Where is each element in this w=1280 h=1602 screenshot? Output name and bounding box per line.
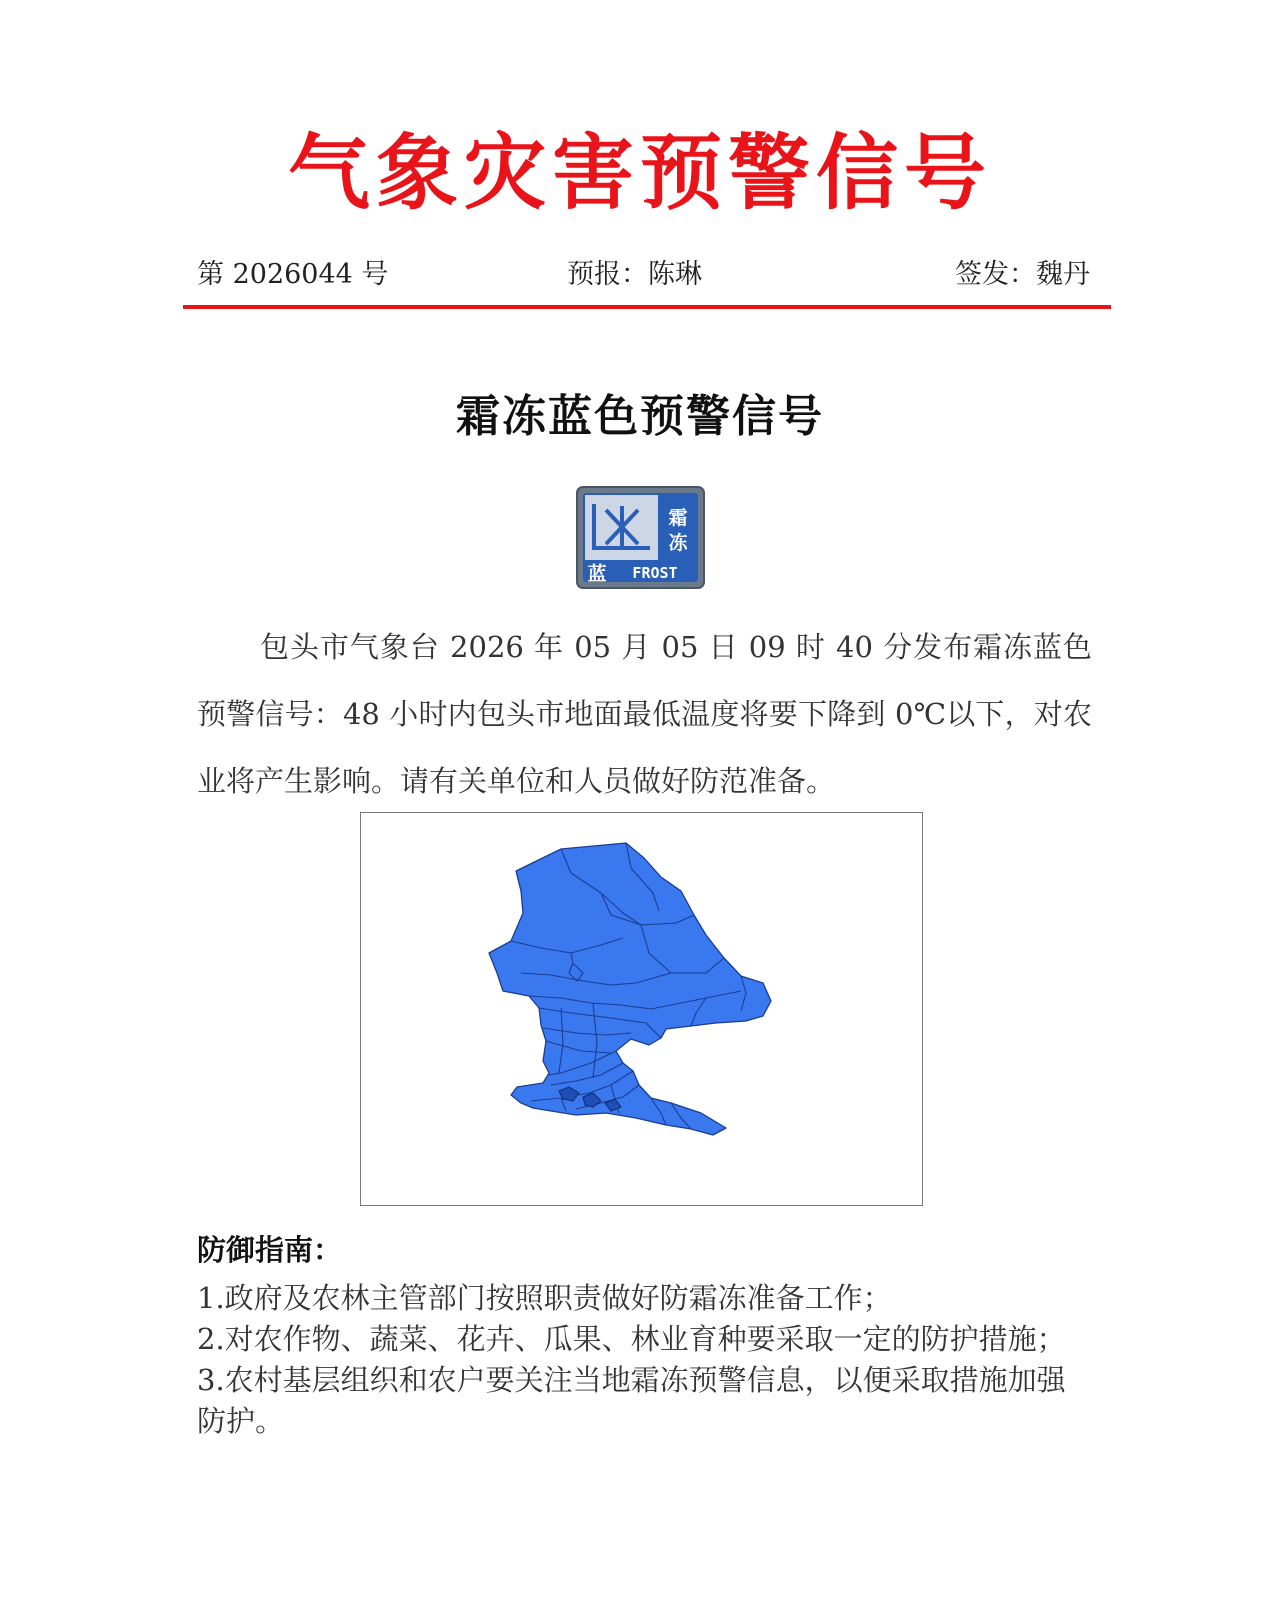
guide-item: 2.对农作物、蔬菜、花卉、瓜果、林业育种要采取一定的防护措施； (197, 1322, 1066, 1356)
warning-body-text: 包头市气象台 2026 年 05 月 05 日 09 时 40 分发布霜冻蓝色预警信号：48 小时内包头市地面最低温度将要下降到 0℃以下，对农业将产生影响。请有关单位和人员做好防范准备。 (197, 630, 1092, 798)
badge-level-char: 蓝 (587, 563, 607, 585)
issuer-name: 签发：魏丹 (955, 259, 1090, 290)
guide-item: 1.政府及农林主管部门按照职责做好防霜冻准备工作； (197, 1281, 892, 1315)
baotou-region-map (361, 813, 922, 1205)
forecaster-name: 预报：陈琳 (567, 259, 702, 290)
document-header-title: 气象灾害预警信号 (287, 126, 992, 221)
badge-english-label: FROST (632, 564, 678, 582)
warning-title: 霜冻蓝色预警信号 (456, 391, 824, 442)
header-divider (183, 305, 1111, 309)
badge-char-top: 霜 (668, 507, 688, 529)
warning-area-map (360, 812, 923, 1206)
frost-blue-warning-badge (576, 486, 705, 589)
defense-guide-list (197, 1278, 1092, 1442)
badge-char-bottom: 冻 (668, 532, 688, 554)
badge-graphic (576, 486, 705, 589)
guide-item: 3.农村基层组织和农户要关注当地霜冻预警信息，以便采取措施加强防护。 (197, 1363, 1066, 1438)
defense-guide-heading: 防御指南： (197, 1233, 343, 1267)
document-number: 第 2026044 号 (197, 259, 389, 290)
